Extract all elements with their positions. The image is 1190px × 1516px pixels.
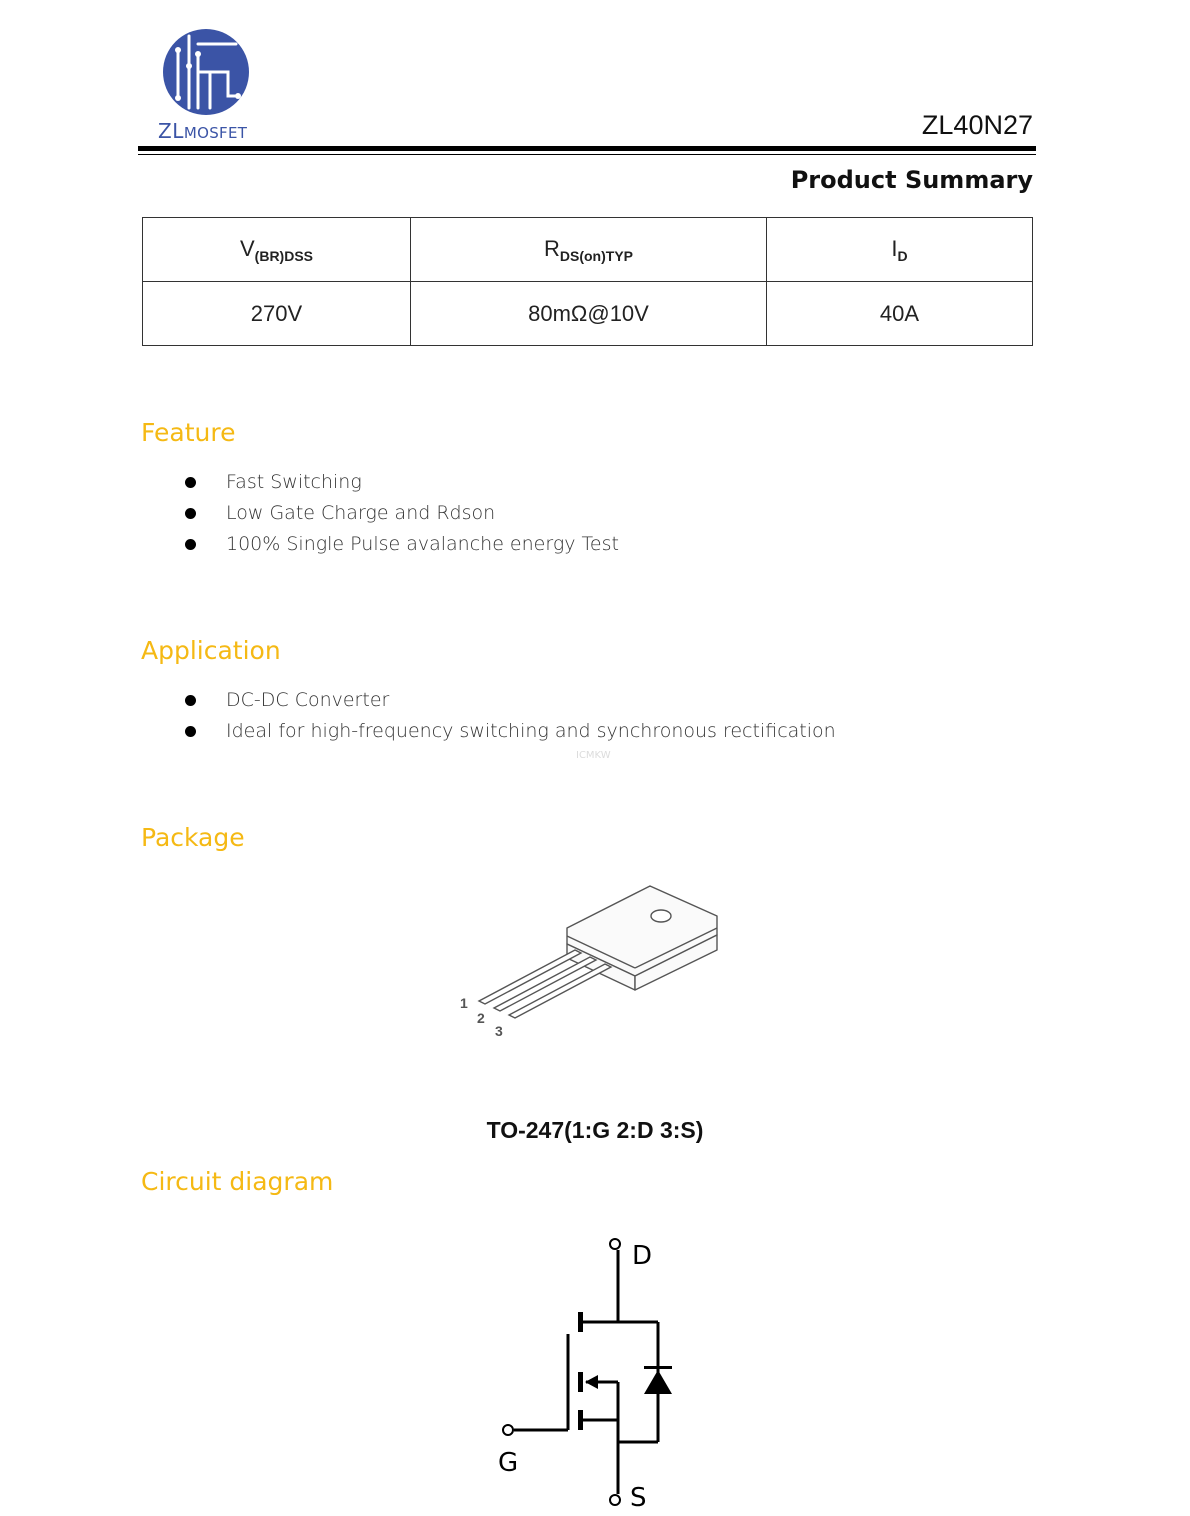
list-item: DC-DC Converter — [183, 685, 836, 716]
list-item: Fast Switching — [183, 467, 619, 498]
bullet-icon — [185, 695, 196, 706]
table-header-row — [143, 218, 1033, 282]
logo-wordmark — [158, 119, 247, 143]
watermark: ICMKW — [576, 750, 611, 761]
package-heading: Package — [141, 823, 245, 852]
symbol: V — [239, 235, 255, 261]
symbol: I — [891, 235, 898, 261]
value-rdson: 80mΩ@10V — [411, 282, 767, 346]
source-label: S — [630, 1483, 647, 1513]
pin-2-label: 2 — [477, 1010, 485, 1026]
pin-1-label: 1 — [460, 995, 468, 1011]
circuit-heading: Circuit diagram — [141, 1167, 334, 1196]
application-heading: Application — [141, 636, 281, 665]
bullet-icon — [185, 477, 196, 488]
gate-label: G — [498, 1448, 519, 1478]
subscript: DS(on)TYP — [559, 247, 633, 264]
mosfet-circuit-symbol — [490, 1230, 690, 1515]
brand-suffix: MOSFET — [183, 124, 248, 142]
to247-package-illustration — [455, 880, 727, 1040]
brand-prefix: ZL — [158, 119, 184, 143]
header-rdson — [411, 218, 767, 282]
package-caption: TO-247(1:G 2:D 3:S) — [486, 1117, 704, 1143]
value-vbrdss: 270V — [143, 282, 411, 346]
drain-label: D — [632, 1241, 653, 1271]
header-vbrdss — [143, 218, 411, 282]
value-id: 40A — [767, 282, 1033, 346]
subscript: D — [897, 247, 908, 264]
application-list — [183, 685, 836, 747]
part-number: ZL40N27 — [921, 110, 1033, 140]
bullet-icon — [185, 539, 196, 550]
table-value-row — [143, 282, 1033, 346]
subscript: (BR)DSS — [254, 247, 314, 264]
header-id — [767, 218, 1033, 282]
header-rule-thick — [138, 146, 1036, 151]
summary-title: Product Summary — [790, 166, 1033, 194]
header-rule-thin — [138, 154, 1036, 155]
pin-3-label: 3 — [495, 1023, 503, 1039]
feature-heading: Feature — [141, 418, 236, 447]
list-item: Low Gate Charge and Rdson — [183, 498, 619, 529]
list-item: 100% Single Pulse avalanche energy Test — [183, 529, 619, 560]
feature-list — [183, 467, 619, 560]
product-summary-table — [142, 217, 1033, 346]
bullet-icon — [185, 726, 196, 737]
list-item: Ideal for high-frequency switching and synchronous rectification — [183, 716, 836, 747]
bullet-icon — [185, 508, 196, 519]
symbol: R — [544, 235, 560, 261]
